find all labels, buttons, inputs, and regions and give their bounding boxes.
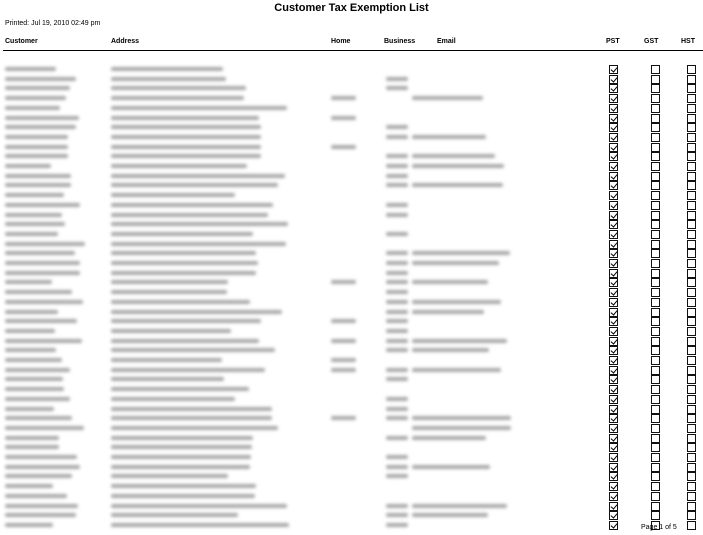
gst-checkbox xyxy=(651,405,660,414)
pst-checkbox xyxy=(609,75,618,84)
hst-checkbox xyxy=(687,356,696,365)
hst-checkbox xyxy=(687,172,696,181)
table-row xyxy=(0,220,560,229)
hst-checkbox xyxy=(687,211,696,220)
gst-checkbox xyxy=(651,162,660,171)
gst-checkbox xyxy=(651,133,660,142)
table-row xyxy=(0,143,560,152)
hst-checkbox xyxy=(687,298,696,307)
table-row xyxy=(0,395,560,404)
hst-checkbox xyxy=(687,123,696,132)
table-row xyxy=(0,249,560,258)
hst-checkbox xyxy=(687,259,696,268)
pst-checkbox xyxy=(609,453,618,462)
pst-checkbox xyxy=(609,366,618,375)
table-row xyxy=(0,94,560,103)
gst-checkbox xyxy=(651,191,660,200)
gst-checkbox xyxy=(651,502,660,511)
gst-checkbox xyxy=(651,75,660,84)
pst-checkbox xyxy=(609,249,618,258)
pst-checkbox xyxy=(609,356,618,365)
gst-checkbox xyxy=(651,152,660,161)
table-row xyxy=(0,492,560,501)
pst-checkbox xyxy=(609,114,618,123)
gst-checkbox xyxy=(651,463,660,472)
table-row xyxy=(0,298,560,307)
table-row xyxy=(0,366,560,375)
table-row xyxy=(0,181,560,190)
pst-checkbox xyxy=(609,172,618,181)
gst-checkbox xyxy=(651,472,660,481)
hst-checkbox xyxy=(687,191,696,200)
gst-checkbox xyxy=(651,230,660,239)
table-row xyxy=(0,152,560,161)
hst-checkbox xyxy=(687,75,696,84)
gst-checkbox xyxy=(651,337,660,346)
gst-checkbox xyxy=(651,65,660,74)
pst-checkbox xyxy=(609,434,618,443)
gst-checkbox xyxy=(651,240,660,249)
table-row xyxy=(0,346,560,355)
pst-checkbox xyxy=(609,472,618,481)
pst-checkbox xyxy=(609,278,618,287)
hst-checkbox xyxy=(687,249,696,258)
hst-checkbox xyxy=(687,104,696,113)
table-row xyxy=(0,405,560,414)
gst-checkbox xyxy=(651,443,660,452)
hst-checkbox xyxy=(687,434,696,443)
pst-checkbox xyxy=(609,152,618,161)
table-row xyxy=(0,317,560,326)
hst-checkbox xyxy=(687,375,696,384)
gst-checkbox xyxy=(651,375,660,384)
pst-checkbox xyxy=(609,211,618,220)
table-row xyxy=(0,278,560,287)
table-row xyxy=(0,511,560,520)
hst-checkbox xyxy=(687,492,696,501)
hst-checkbox xyxy=(687,482,696,491)
gst-checkbox xyxy=(651,424,660,433)
hst-checkbox xyxy=(687,385,696,394)
table-row xyxy=(0,472,560,481)
table-row xyxy=(0,453,560,462)
table-row xyxy=(0,104,560,113)
col-header-customer: Customer xyxy=(5,38,38,45)
pst-checkbox xyxy=(609,94,618,103)
pst-checkbox xyxy=(609,123,618,132)
table-row xyxy=(0,172,560,181)
hst-checkbox xyxy=(687,502,696,511)
table-row xyxy=(0,356,560,365)
hst-checkbox xyxy=(687,230,696,239)
gst-checkbox xyxy=(651,298,660,307)
gst-checkbox xyxy=(651,123,660,132)
col-header-business: Business xyxy=(384,38,416,45)
table-row xyxy=(0,308,560,317)
hst-checkbox xyxy=(687,366,696,375)
pst-checkbox xyxy=(609,385,618,394)
table-row xyxy=(0,240,560,249)
table-row xyxy=(0,114,560,123)
col-header-pst: PST xyxy=(606,38,620,45)
hst-checkbox xyxy=(687,317,696,326)
gst-checkbox xyxy=(651,259,660,268)
hst-checkbox xyxy=(687,443,696,452)
hst-checkbox xyxy=(687,220,696,229)
table-row xyxy=(0,375,560,384)
hst-checkbox xyxy=(687,162,696,171)
hst-checkbox xyxy=(687,94,696,103)
hst-checkbox xyxy=(687,405,696,414)
table-row xyxy=(0,123,560,132)
gst-checkbox xyxy=(651,317,660,326)
table-row xyxy=(0,259,560,268)
pst-checkbox xyxy=(609,337,618,346)
pst-checkbox xyxy=(609,308,618,317)
gst-checkbox xyxy=(651,172,660,181)
pst-checkbox xyxy=(609,84,618,93)
col-header-home: Home xyxy=(331,38,351,45)
hst-checkbox xyxy=(687,84,696,93)
hst-checkbox xyxy=(687,278,696,287)
pst-checkbox xyxy=(609,104,618,113)
hst-checkbox xyxy=(687,288,696,297)
pst-checkbox xyxy=(609,346,618,355)
hst-checkbox xyxy=(687,308,696,317)
table-row xyxy=(0,269,560,278)
table-row xyxy=(0,230,560,239)
table-row xyxy=(0,201,560,210)
gst-checkbox xyxy=(651,346,660,355)
pst-checkbox xyxy=(609,288,618,297)
hst-checkbox xyxy=(687,424,696,433)
table-row xyxy=(0,482,560,491)
table-row xyxy=(0,84,560,93)
hst-checkbox xyxy=(687,337,696,346)
gst-checkbox xyxy=(651,181,660,190)
pst-checkbox xyxy=(609,521,618,530)
col-header-address: Address xyxy=(111,38,140,45)
gst-checkbox xyxy=(651,414,660,423)
pst-checkbox xyxy=(609,463,618,472)
gst-checkbox xyxy=(651,143,660,152)
pst-checkbox xyxy=(609,492,618,501)
table-row xyxy=(0,65,560,74)
hst-checkbox xyxy=(687,240,696,249)
gst-checkbox xyxy=(651,453,660,462)
pst-checkbox xyxy=(609,502,618,511)
gst-checkbox xyxy=(651,482,660,491)
table-row xyxy=(0,502,560,511)
gst-checkbox xyxy=(651,104,660,113)
hst-checkbox xyxy=(687,463,696,472)
pst-checkbox xyxy=(609,191,618,200)
table-row xyxy=(0,521,560,530)
gst-checkbox xyxy=(651,269,660,278)
table-row xyxy=(0,162,560,171)
hst-checkbox xyxy=(687,453,696,462)
pst-checkbox xyxy=(609,424,618,433)
pst-checkbox xyxy=(609,65,618,74)
hst-checkbox xyxy=(687,181,696,190)
pst-checkbox xyxy=(609,162,618,171)
pst-checkbox xyxy=(609,133,618,142)
hst-checkbox xyxy=(687,152,696,161)
table-row xyxy=(0,288,560,297)
pst-checkbox xyxy=(609,327,618,336)
pst-checkbox xyxy=(609,511,618,520)
pst-checkbox xyxy=(609,259,618,268)
gst-checkbox xyxy=(651,114,660,123)
table-row xyxy=(0,75,560,84)
table-row xyxy=(0,424,560,433)
gst-checkbox xyxy=(651,492,660,501)
pst-checkbox xyxy=(609,143,618,152)
pst-checkbox xyxy=(609,317,618,326)
hst-checkbox xyxy=(687,269,696,278)
hst-checkbox xyxy=(687,143,696,152)
hst-checkbox xyxy=(687,133,696,142)
hst-checkbox xyxy=(687,395,696,404)
gst-checkbox xyxy=(651,249,660,258)
gst-checkbox xyxy=(651,434,660,443)
header-divider xyxy=(3,50,703,51)
table-row xyxy=(0,133,560,142)
table-row xyxy=(0,191,560,200)
hst-checkbox xyxy=(687,414,696,423)
table-row xyxy=(0,211,560,220)
hst-checkbox xyxy=(687,114,696,123)
gst-checkbox xyxy=(651,84,660,93)
gst-checkbox xyxy=(651,511,660,520)
pst-checkbox xyxy=(609,298,618,307)
gst-checkbox xyxy=(651,278,660,287)
pst-checkbox xyxy=(609,405,618,414)
pst-checkbox xyxy=(609,482,618,491)
gst-checkbox xyxy=(651,356,660,365)
col-header-hst: HST xyxy=(681,38,695,45)
pst-checkbox xyxy=(609,201,618,210)
pst-checkbox xyxy=(609,181,618,190)
table-row xyxy=(0,434,560,443)
gst-checkbox xyxy=(651,94,660,103)
gst-checkbox xyxy=(651,385,660,394)
pst-checkbox xyxy=(609,395,618,404)
gst-checkbox xyxy=(651,211,660,220)
report-title: Customer Tax Exemption List xyxy=(274,2,429,14)
hst-checkbox xyxy=(687,327,696,336)
printed-timestamp: Printed: Jul 19, 2010 02:49 pm xyxy=(5,20,101,27)
gst-checkbox xyxy=(651,327,660,336)
pst-checkbox xyxy=(609,443,618,452)
col-header-gst: GST xyxy=(644,38,659,45)
pst-checkbox xyxy=(609,230,618,239)
pst-checkbox xyxy=(609,220,618,229)
hst-checkbox xyxy=(687,472,696,481)
hst-checkbox xyxy=(687,511,696,520)
pst-checkbox xyxy=(609,375,618,384)
gst-checkbox xyxy=(651,366,660,375)
hst-checkbox xyxy=(687,201,696,210)
gst-checkbox xyxy=(651,288,660,297)
gst-checkbox xyxy=(651,220,660,229)
gst-checkbox xyxy=(651,308,660,317)
table-row xyxy=(0,443,560,452)
page-indicator: Page 1 of 5 xyxy=(641,524,677,531)
table-row xyxy=(0,414,560,423)
pst-checkbox xyxy=(609,240,618,249)
gst-checkbox xyxy=(651,201,660,210)
hst-checkbox xyxy=(687,65,696,74)
pst-checkbox xyxy=(609,414,618,423)
hst-checkbox xyxy=(687,346,696,355)
pst-checkbox xyxy=(609,269,618,278)
hst-checkbox xyxy=(687,521,696,530)
table-row xyxy=(0,337,560,346)
table-row xyxy=(0,385,560,394)
gst-checkbox xyxy=(651,395,660,404)
table-row xyxy=(0,327,560,336)
table-row xyxy=(0,463,560,472)
col-header-email: Email xyxy=(437,38,456,45)
